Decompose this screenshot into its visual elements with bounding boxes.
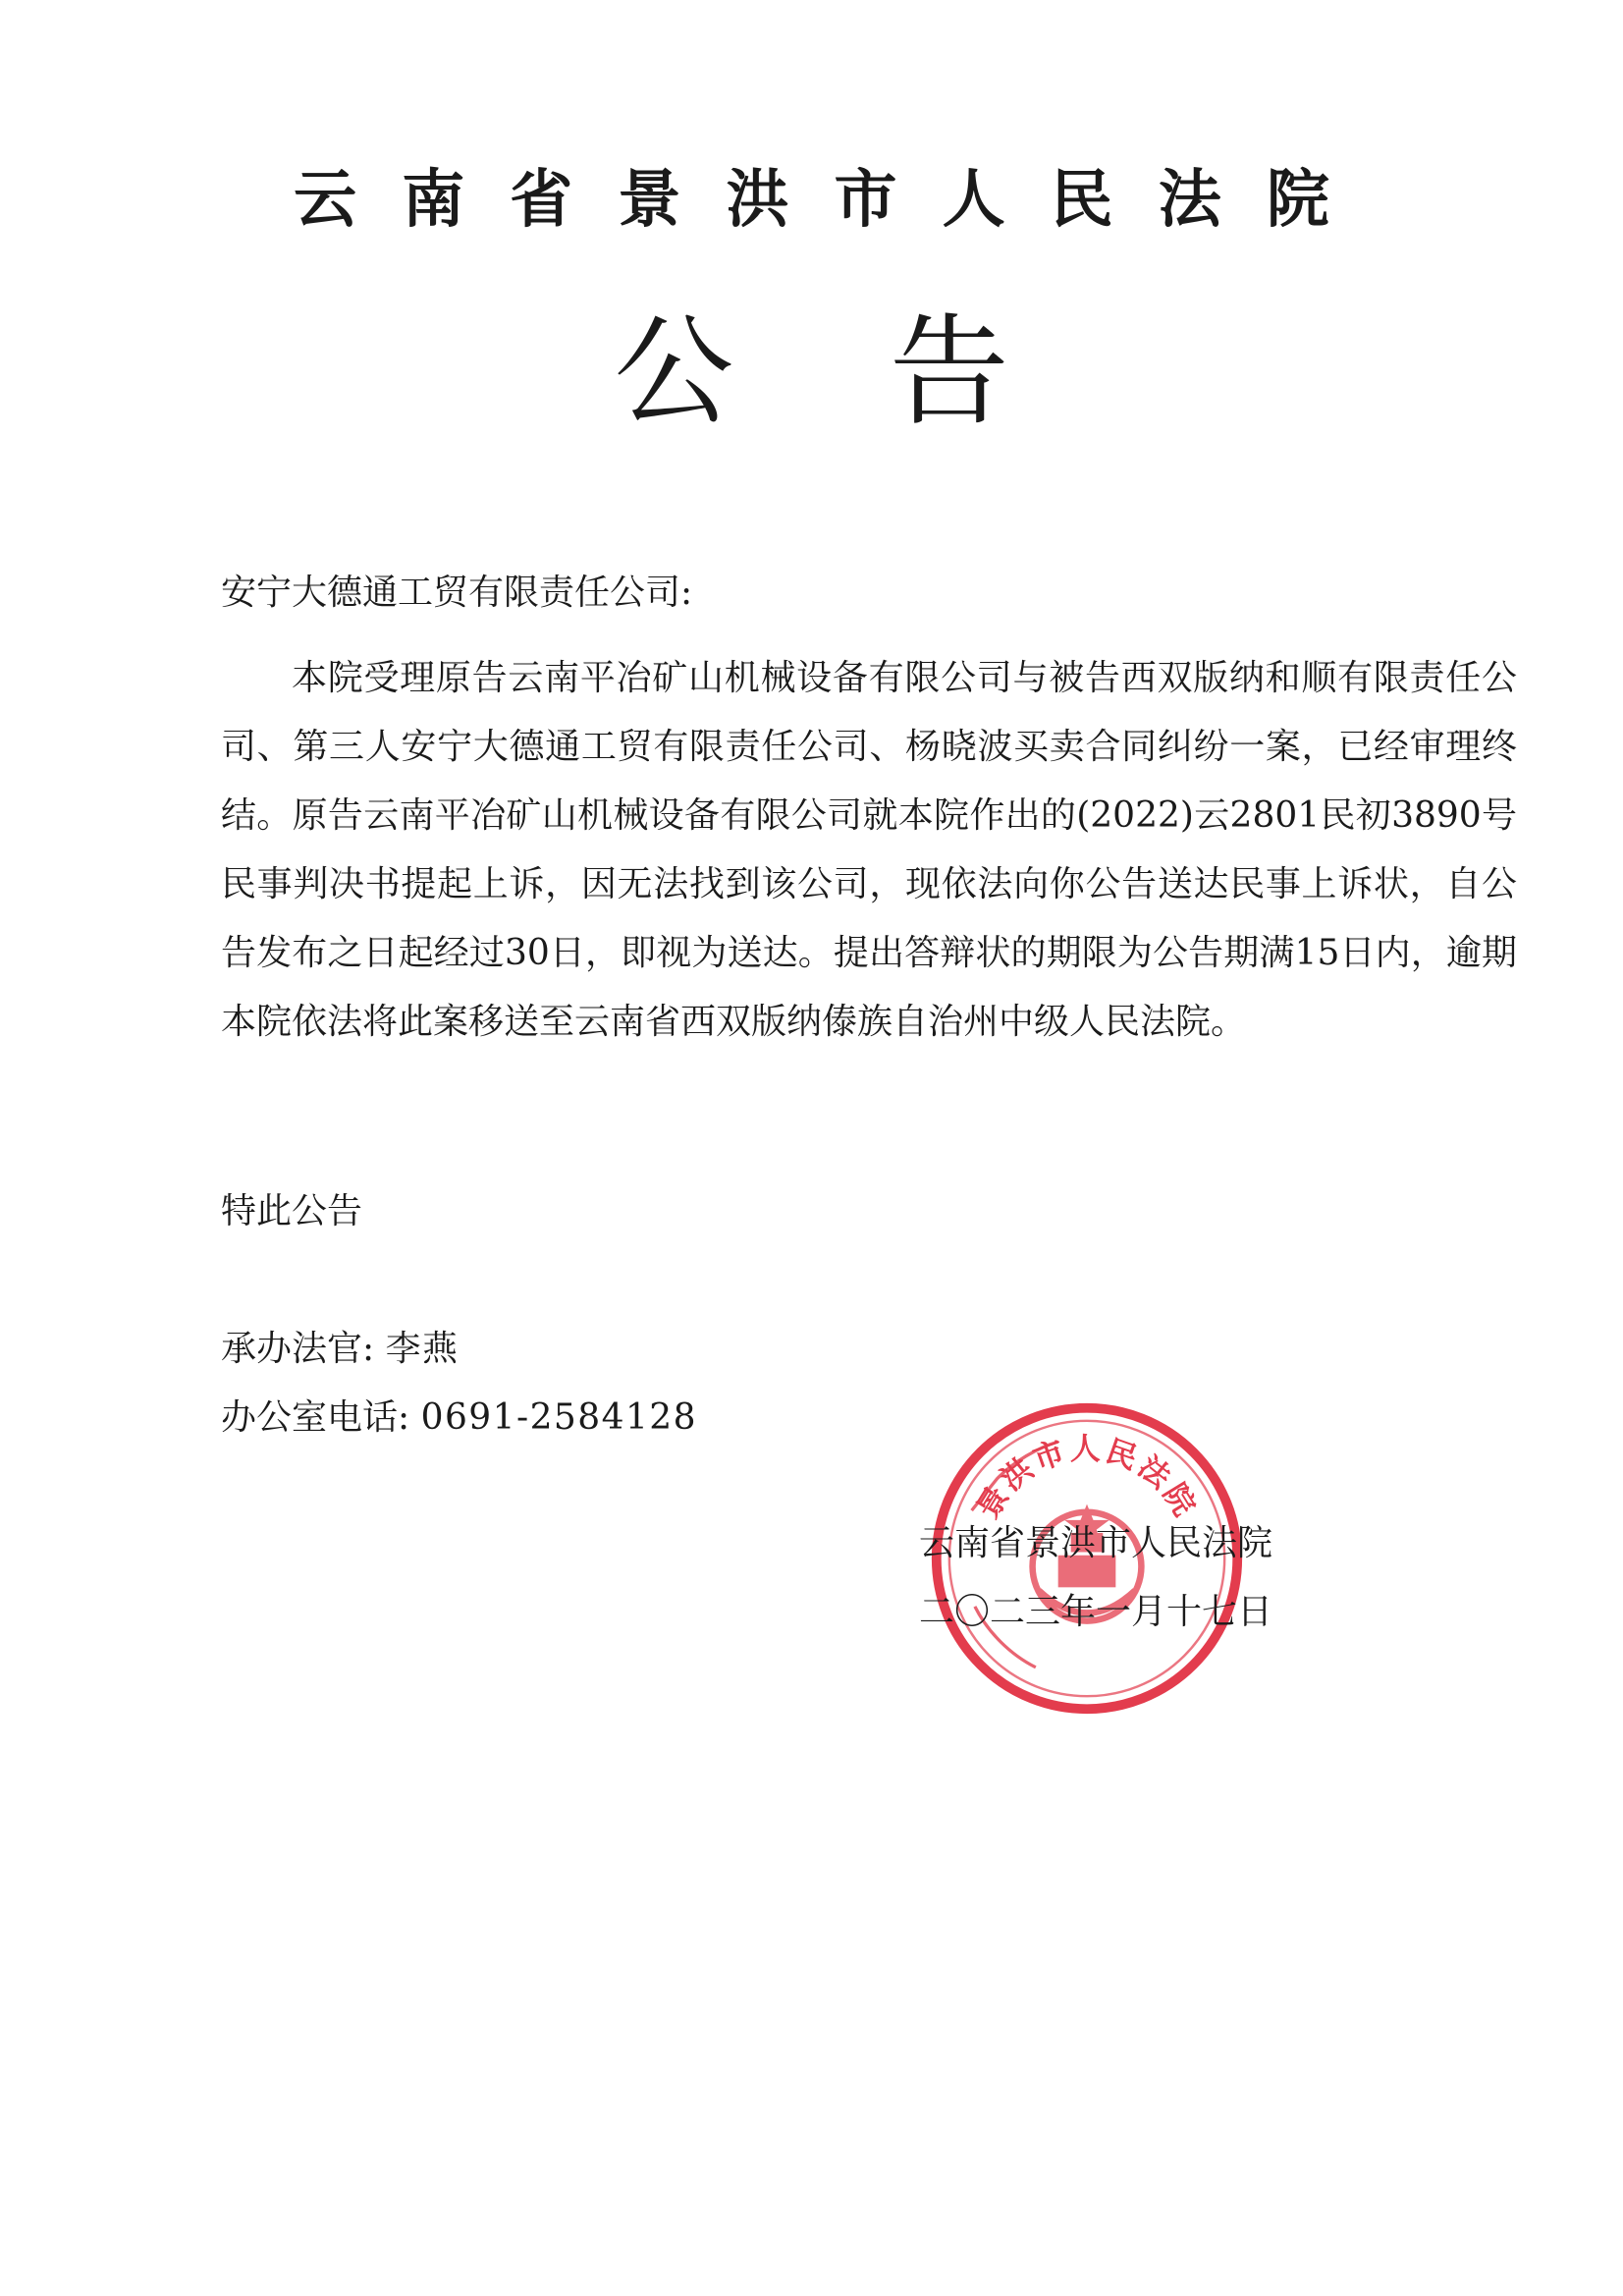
signature-date: 二〇二三年一月十七日 [919, 1592, 1273, 1632]
closing-phrase: 特此公告 [221, 1191, 363, 1231]
court-name-heading: 云南省景洪市人民法院 [294, 164, 1375, 237]
phone-label: 办公室电话: [221, 1397, 410, 1438]
judge-name: 李燕 [385, 1329, 460, 1369]
notice-title: 公告 [614, 302, 1165, 442]
phone-number: 0691-2584128 [420, 1397, 697, 1438]
signature-court-name: 云南省景洪市人民法院 [919, 1523, 1273, 1563]
notice-body: 本院受理原告云南平冶矿山机械设备有限公司与被告西双版纳和顺有限责任公司、第三人安宁大德通工贸有限责任公司、杨晓波买卖合同纠纷一案，已经审理终结。原告云南平冶矿山机械设备有限公司就本院作出的(2022)云2801民初3890号民事判决书提起上诉，因无法找到该公司，现依法向你公告送达民事上诉状，自公告发布之日起经过30日，即视为送达。提出答辩状的期限为公告期满15日内，逾期本院依法将此案移送至云南省西双版纳傣族自治州中级人民法院。 [221, 658, 1517, 1042]
judge-line [221, 1329, 460, 1369]
seal-arc-textpath: 景洪市人民法院 [970, 1431, 1204, 1525]
judge-label: 承办法官: [221, 1329, 375, 1369]
phone-line [221, 1397, 697, 1438]
addressee: 安宁大德通工贸有限责任公司: [221, 573, 693, 613]
